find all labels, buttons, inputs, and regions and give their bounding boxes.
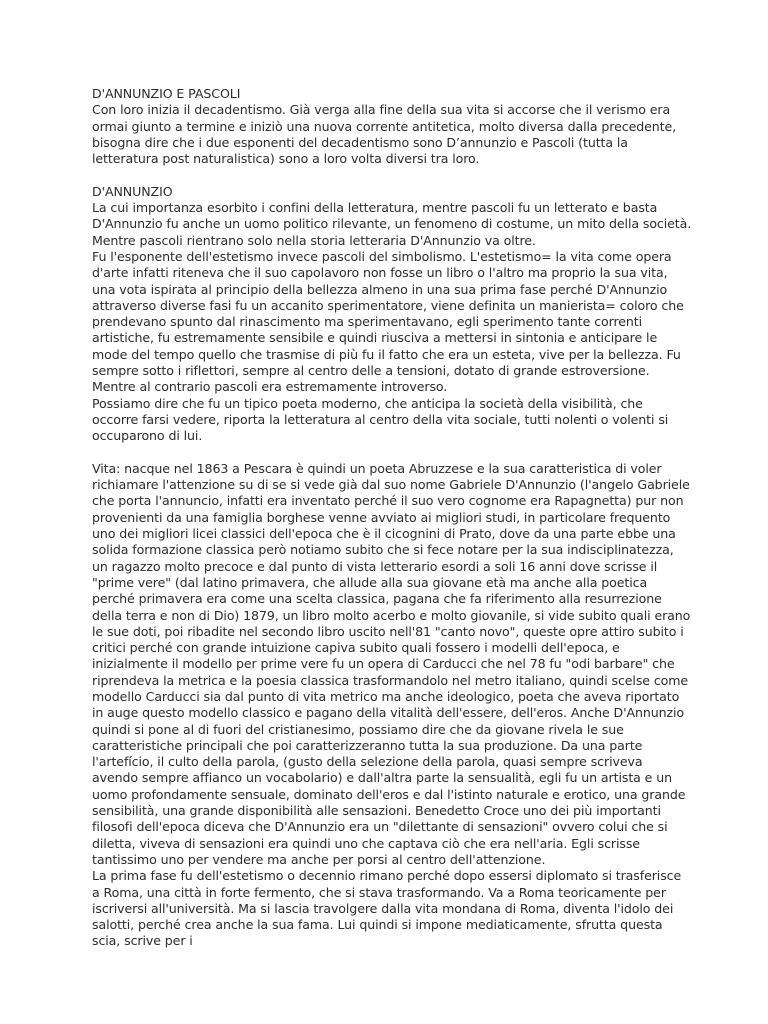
body-paragraph-2: Fu l'esponente dell'estetismo invece pascoli del simbolismo. L'estetismo= la vita come opera d'arte infatti riteneva che il suo capolavoro non fosse un libro o l'altro ma proprio la sua vita, una vota ispirata al principio della bellezza almeno in una sua prima fase perché D'Annunzio attraverso diverse fasi fu un accanito sperimentatore, viene definita un manierista= coloro che prendevano spunto dal rinascimento ma sperimentavano, egli sperimento tante correnti artistiche, fu estremamente sensibile e quindi riusciva a mettersi in sintonia e anticipare le mode del tempo quello che trasmise di più fu il fatto che era un esteta, vive per la bellezza. Fu sempre sotto i riflettori, sempre al centro delle a tensioni, dotato di grande estroversione. Mentre al contrario pascoli era estremamente introverso. — [92, 248, 684, 395]
intro-paragraph: Con loro inizia il decadentismo. Già verga alla fine della sua vita si accorse che il verismo era ormai giunto a termine e iniziò una nuova corrente antitetica, molto diversa dalla precedente, bisogna dire che i due esponenti del decadentismo sono D’annunzio e Pascoli (tutta la letteratura post naturalistica) sono a loro volta diversi tra loro. — [92, 102, 677, 167]
document-title: D'ANNUNZIO E PASCOLI — [92, 86, 241, 101]
body-paragraph-1: La cui importanza esorbito i confini della letteratura, mentre pascoli fu un letterato e basta D'Annunzio fu anche un uomo politico rilevante, un fenomeno di costume, un mito della società. Mentre pascoli rientrano solo nella storia letteraria D'Annunzio va oltre. — [92, 200, 692, 248]
body-paragraph-5: La prima fase fu dell'estetismo o decennio rimano perché dopo essersi diplomato si trasferisce a Roma, una città in forte fermento, che si stava trasformando. Va a Roma teoricamente per iscriversi all'università. Ma si lascia travolgere dalla vita mondana di Roma, diventa l'idolo dei salotti, perché crea anche la sua fama. Lui quindi si impone mediaticamente, sfrutta questa scia, scrive per i — [92, 868, 682, 949]
body-paragraph-3: Possiamo dire che fu un tipico poeta moderno, che anticipa la società della visibilità, che occorre farsi vedere, riporta la letteratura al centro della vita sociale, tutti nolenti o volenti si occuparono di lui. — [92, 395, 669, 444]
paragraph-spacer — [92, 167, 692, 183]
document-page — [92, 86, 692, 950]
section-heading: D'ANNUNZIO — [92, 183, 173, 199]
vita-paragraph: Vita: nacque nel 1863 a Pescara è quindi un poeta Abruzzese e la sua caratteristica di voler richiamare l'attenzione su di se si vede già dal suo nome Gabriele D'Annunzio (l'angelo Gabriele che porta l'annuncio, infatti era inventato perché il suo vero cognome era Rapagnetta) pur non provenienti da una famiglia borghese venne avviato ai migliori studi, in particolare frequento uno dei migliori licei classici dell'epoca che è il cicognini di Prato, dove da una parte ebbe una solida formazione classica però notiamo subito che si fece notare per la sua indisciplinatezza, un ragazzo molto precoce e dal punto di vista letterario esordi a soli 16 anni dove scrisse il "prime vere" (dal latino primavera, che allude alla sua giovane età ma anche alla poetica perché primavera era come una scelta classica, pagana che fa riferimento alla resurrezione della terra e non di Dio) 1879, un libro molto acerbo e molto giovanile, si vide subito quali erano le sue doti, poi ribadite nel secondo libro uscito nell'81 "canto novo", queste opre attiro subito i critici perché con grande intuizione capiva subito quali fossero i modelli dell'epoca, e inizialmente il modello per prime vere fu un opera di Carducci che nel 78 fu "odi barbare" che riprendeva la metrica e la poesia classica trasformandolo nel metro italiano, quindi scelse come modello Carducci sia dal punto di vita metrico ma anche ideologico, poeta che aveva riportato in auge questo modello classico e pagano della vitalità dell'essere, dell'eros. Anche D'Annunzio quindi si pone al di fuori del cristianesimo, possiamo dire che da giovane rivela le sue caratteristiche principali che poi caratterizzeranno tutta la sua produzione. Da una parte l'artefício, il culto della parola, (gusto della selezione della parola, quasi sempre scriveva avendo sempre affianco un vocabolario) e dall'altra parte la sensualità, egli fu un artista e un uomo profondamente sensuale, dominato dell'eros e dal l'istinto naturale e erotico, una grande sensibilità, una grande disponibilità alle sensazioni. Benedetto Croce uno dei più importanti filosofi dell'epoca diceva che D'Annunzio era un "dilettante di sensazioni" ovvero colui che si diletta, viveva di sensazioni era quindi uno che captava ciò che era nell'aria. Egli scrisse tantissimo uno per vendere ma anche per porsi al centro dell'attenzione. — [92, 460, 691, 867]
paragraph-spacer — [92, 445, 692, 461]
